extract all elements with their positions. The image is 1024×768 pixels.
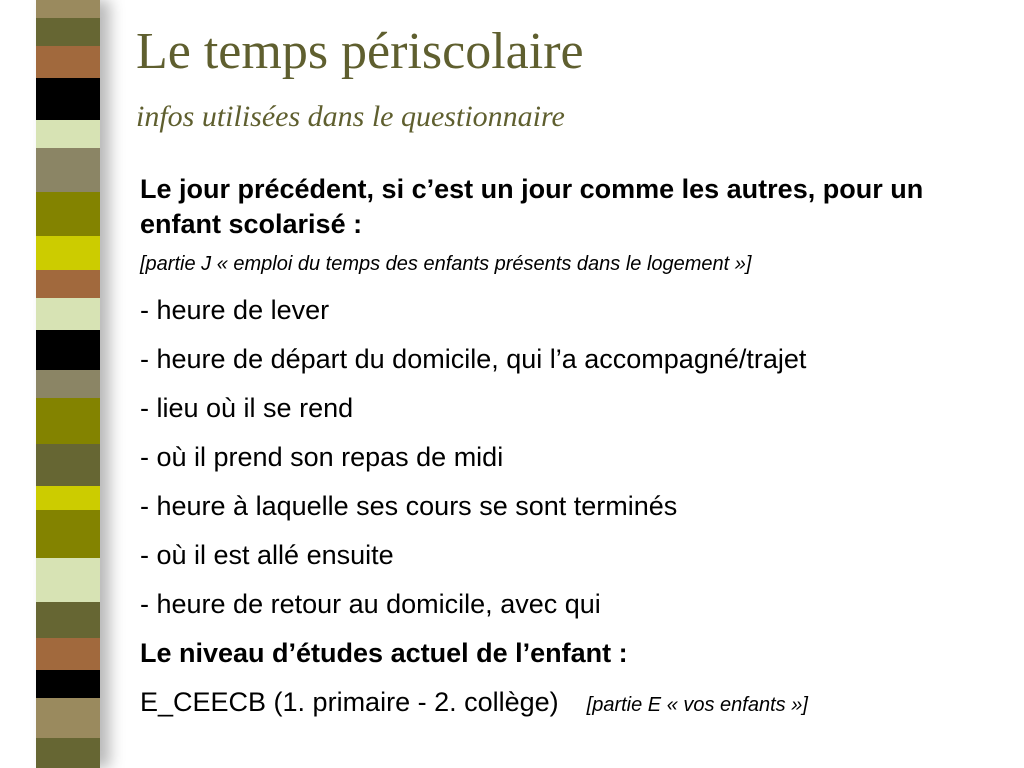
- stripe-band: [36, 510, 100, 558]
- questionnaire-reference-part-e: [partie E « vos enfants »]: [586, 694, 808, 716]
- info-list: [140, 286, 1000, 629]
- slide-title: Le temps périscolaire: [136, 23, 584, 80]
- stripe-band: [36, 298, 100, 330]
- stripe-band: [36, 78, 100, 120]
- stripe-band: [36, 270, 100, 298]
- stripe-band: [36, 558, 100, 602]
- list-item: - où il est allé ensuite: [140, 540, 394, 570]
- list-item: - heure de départ du domicile, qui l’a accompagné/trajet: [140, 344, 807, 374]
- list-item: - heure de lever: [140, 295, 330, 325]
- stripe-band: [36, 192, 100, 236]
- stripe-band: [36, 370, 100, 398]
- questionnaire-reference-part-j: [partie J « emploi du temps des enfants présents dans le logement »]: [140, 253, 752, 275]
- stripe-band: [36, 120, 100, 148]
- list-item: - où il prend son repas de midi: [140, 442, 504, 472]
- stripe-band: [36, 148, 100, 192]
- list-item: - lieu où il se rend: [140, 393, 354, 423]
- decorative-stripe-bar: [36, 0, 100, 768]
- slide-content: [140, 172, 1000, 730]
- section-heading-education-level: Le niveau d’études actuel de l’enfant :: [140, 638, 628, 668]
- variable-code: E_CEECB (1. primaire - 2. collège): [140, 687, 559, 717]
- list-item: - heure de retour au domicile, avec qui: [140, 589, 601, 619]
- stripe-band: [36, 0, 100, 18]
- stripe-band: [36, 18, 100, 46]
- stripe-band: [36, 444, 100, 486]
- stripe-band: [36, 602, 100, 638]
- stripe-band: [36, 738, 100, 768]
- section-heading-daily-schedule: Le jour précédent, si c’est un jour comme les autres, pour un enfant scolarisé :: [140, 174, 924, 239]
- stripe-band: [36, 46, 100, 78]
- variable-code-line: [140, 678, 1000, 730]
- stripe-band: [36, 486, 100, 510]
- stripe-band: [36, 236, 100, 270]
- list-item: - heure à laquelle ses cours se sont terminés: [140, 491, 678, 521]
- stripe-band: [36, 638, 100, 670]
- stripe-band: [36, 670, 100, 698]
- stripe-band: [36, 330, 100, 370]
- stripe-band: [36, 398, 100, 444]
- stripe-band: [36, 698, 100, 738]
- slide-subtitle: infos utilisées dans le questionnaire: [136, 100, 565, 133]
